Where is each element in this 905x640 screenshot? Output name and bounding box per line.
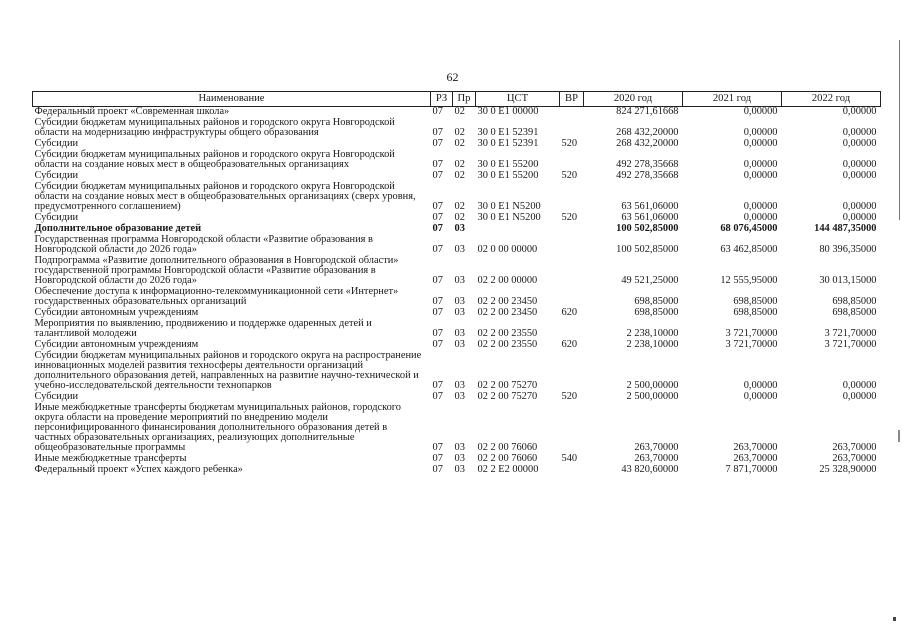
cell-y2021: 698,85000 [733,307,778,318]
cell-rz: 07 [432,339,443,350]
cell-rz: 07 [432,223,443,234]
cell-y2020: 63 561,06000 [621,201,679,212]
cell-cst: 02 2 00 23450 [477,296,538,307]
scan-artifact [899,40,900,220]
cell-pr: 03 [454,307,465,318]
cell-y2020: 2 500,00000 [626,391,679,402]
cell-cst: 30 0 E1 52391 [477,138,539,149]
cell-y2021: 0,00000 [743,127,778,138]
cell-vr [560,465,584,476]
cell-y2021: 12 555,95000 [720,275,778,286]
cell-y2021: 0,00000 [743,138,778,149]
cell-name: Субсидии бюджетам муниципальных районов и городского округа Новгородской области на модернизацию инфраструктуры общего образования [34,117,395,138]
cell-pr: 02 [454,212,465,223]
cell-cst: 02 0 00 00000 [477,244,538,255]
cell-y2020: 824 271,61668 [616,106,679,117]
header-2022: 2022 год [782,92,881,107]
cell-name: Мероприятия по выявлению, продвижению и поддержке одаренных детей и талантливой молодежи [34,318,372,339]
cell-cst: 30 0 E1 52391 [477,127,539,138]
cell-vr [560,118,584,139]
cell-cst: 02 2 00 76060 [477,453,538,464]
cell-pr: 03 [454,296,465,307]
cell-vr [560,319,584,340]
header-vr: ВР [560,92,584,107]
cell-name: Субсидии бюджетам муниципальных районов и городского округа Новгородской области на создание новых мест в общеобразовательных организациях [34,149,395,170]
header-2021: 2021 год [683,92,782,107]
cell-rz: 07 [432,442,443,453]
cell-y2022: 0,00000 [842,159,877,170]
cell-pr: 02 [454,170,465,181]
cell-name: Федеральный проект «Современная школа» [34,106,230,117]
cell-rz: 07 [432,380,443,391]
cell-rz: 07 [432,127,443,138]
table-row [33,256,881,287]
cell-rz: 07 [432,296,443,307]
cell-y2022: 30 013,15000 [819,275,877,286]
cell-vr [560,150,584,171]
cell-pr: 03 [454,223,465,234]
cell-y2022: 263,70000 [832,442,877,453]
page-number: 62 [446,70,459,84]
cell-y2022: 0,00000 [842,170,877,181]
cell-pr: 02 [454,138,465,149]
cell-cst: 02 2 E2 00000 [477,464,539,475]
cell-y2020: 2 238,10000 [626,328,679,339]
cell-y2021: 3 721,70000 [725,339,778,350]
cell-cst: 30 0 E1 N5200 [477,201,541,212]
cell-y2020: 698,85000 [634,296,679,307]
cell-y2022: 0,00000 [842,127,877,138]
cell-rz: 07 [432,464,443,475]
cell-vr: 520 [561,391,578,402]
cell-y2022: 263,70000 [832,453,877,464]
cell-rz: 07 [432,159,443,170]
table-row [33,118,881,139]
cell-rz: 07 [432,201,443,212]
cell-cst: 02 2 00 75270 [477,391,538,402]
cell-name: Субсидии [34,138,79,149]
cell-vr [560,351,584,392]
cell-pr: 03 [454,328,465,339]
cell-rz: 07 [432,244,443,255]
cell-rz: 07 [432,106,443,117]
cell-pr: 02 [454,159,465,170]
cell-vr [560,403,584,454]
cell-vr: 540 [561,453,578,464]
cell-y2022: 698,85000 [832,307,877,318]
cell-cst: 30 0 E1 55200 [477,170,539,181]
cell-y2021: 0,00000 [743,170,778,181]
cell-y2020: 100 502,85000 [616,223,679,234]
table-row [33,235,881,256]
cell-cst: 02 2 00 75270 [477,380,538,391]
cell-y2020: 263,70000 [634,453,679,464]
cell-y2020: 698,85000 [634,307,679,318]
cell-name: Федеральный проект «Успех каждого ребенка» [34,464,243,475]
cell-rz: 07 [432,170,443,181]
cell-pr: 03 [454,442,465,453]
cell-y2021: 263,70000 [733,453,778,464]
cell-y2020: 2 500,00000 [626,380,679,391]
header-name: Наименование [33,92,431,107]
cell-name: Субсидии [34,170,79,181]
cell-cst: 30 0 E1 N5200 [477,212,541,223]
cell-y2020: 492 278,35668 [616,170,679,181]
cell-y2020: 268 432,20000 [616,127,679,138]
cell-pr: 03 [454,244,465,255]
cell-pr: 02 [454,127,465,138]
cell-rz: 07 [432,307,443,318]
cell-y2021: 0,00000 [743,212,778,223]
cell-name: Субсидии автономным учреждениям [34,339,199,350]
cell-vr [560,256,584,287]
cell-vr [560,235,584,256]
cell-y2021: 0,00000 [743,159,778,170]
cell-pr: 03 [454,380,465,391]
cell-y2022: 0,00000 [842,138,877,149]
cell-y2020: 49 521,25000 [621,275,679,286]
cell-y2021: 7 871,70000 [725,464,778,475]
table-row [33,319,881,340]
table-header-row [33,92,881,107]
table-row [33,351,881,392]
cell-y2021: 3 721,70000 [725,328,778,339]
cell-y2022: 0,00000 [842,106,877,117]
cell-cst [476,224,560,235]
budget-table [32,91,881,476]
header-2020: 2020 год [584,92,683,107]
cell-name: Субсидии автономным учреждениям [34,307,199,318]
cell-y2020: 43 820,60000 [621,464,679,475]
cell-vr [560,182,584,213]
cell-y2021: 0,00000 [743,380,778,391]
cell-pr: 02 [454,106,465,117]
cell-y2022: 0,00000 [842,201,877,212]
cell-cst: 02 2 00 23450 [477,307,538,318]
cell-vr [560,287,584,308]
cell-cst: 30 0 E1 00000 [477,106,539,117]
cell-cst: 30 0 E1 55200 [477,159,539,170]
cell-pr: 03 [454,453,465,464]
cell-vr: 620 [561,339,578,350]
cell-y2020: 263,70000 [634,442,679,453]
cell-pr: 02 [454,201,465,212]
cell-vr: 520 [561,138,578,149]
cell-y2021: 0,00000 [743,106,778,117]
cell-pr: 03 [454,391,465,402]
cell-y2020: 2 238,10000 [626,339,679,350]
header-cst: ЦСТ [476,92,560,107]
cell-name: Субсидии [34,391,79,402]
cell-y2022: 80 396,35000 [819,244,877,255]
cell-name: Обеспечение доступа к информационно-телекоммуникационной сети «Интернет» государственных образовательных организаций [34,286,399,307]
cell-vr [560,224,584,235]
cell-y2021: 0,00000 [743,391,778,402]
cell-y2021: 0,00000 [743,201,778,212]
table-row [33,150,881,171]
cell-name: Субсидии [34,212,79,223]
cell-vr [560,107,584,119]
cell-y2022: 0,00000 [842,391,877,402]
cell-name: Дополнительное образование детей [34,223,202,234]
cell-name: Иные межбюджетные трансферты бюджетам муниципальных районов, городского округа области на проведение мероприятий по внедрению модели персонифицированного финансирования дополнительного образования детей в частных образовательных организациях, реализующих дополнительные общеобразовательные программы [34,402,402,453]
cell-y2021: 68 076,45000 [720,223,778,234]
cell-y2022: 0,00000 [842,380,877,391]
table-row [33,182,881,213]
cell-name: Государственная программа Новгородской области «Развитие образования в Новгородской области до 2026 года» [34,234,373,255]
cell-y2021: 698,85000 [733,296,778,307]
cell-y2022: 3 721,70000 [824,339,877,350]
table-row [33,403,881,454]
cell-y2020: 492 278,35668 [616,159,679,170]
cell-pr: 03 [454,464,465,475]
cell-rz: 07 [432,391,443,402]
cell-rz: 07 [432,328,443,339]
table-row [33,465,881,476]
cell-y2022: 3 721,70000 [824,328,877,339]
cell-y2020: 63 561,06000 [621,212,679,223]
cell-vr: 520 [561,212,578,223]
cell-cst: 02 2 00 00000 [477,275,538,286]
cell-rz: 07 [432,138,443,149]
cell-name: Подпрограмма «Развитие дополнительного образования в Новгородской области» государственной программы Новгородской области «Развитие образования в Новгородской области до 2026 года» [34,255,399,286]
cell-cst: 02 2 00 23550 [477,339,538,350]
cell-y2020: 100 502,85000 [616,244,679,255]
header-pr: Пр [453,92,476,107]
cell-name: Иные межбюджетные трансферты [34,453,187,464]
cell-pr: 03 [454,339,465,350]
scan-artifact [893,617,896,621]
cell-y2021: 263,70000 [733,442,778,453]
scan-artifact [898,430,900,442]
cell-cst: 02 2 00 23550 [477,328,538,339]
cell-rz: 07 [432,275,443,286]
cell-name: Субсидии бюджетам муниципальных районов и городского округа Новгородской области на создание новых мест в общеобразовательных организациях (сверх уровня, предусмотренного соглашением) [34,181,416,212]
cell-name: Субсидии бюджетам муниципальных районов и городского округа на распространение инновационных моделей развития техносферы деятельности организаций дополнительного образования детей, направленных на развитие научно-технической и учебно-исследовательской деятельности технопарков [34,350,422,391]
cell-rz: 07 [432,212,443,223]
cell-cst: 02 2 00 76060 [477,442,538,453]
cell-y2022: 144 487,35000 [814,223,877,234]
cell-rz: 07 [432,453,443,464]
cell-y2022: 698,85000 [832,296,877,307]
header-rz: РЗ [431,92,453,107]
cell-y2021: 63 462,85000 [720,244,778,255]
cell-vr: 620 [561,307,578,318]
cell-pr: 03 [454,275,465,286]
table-body [33,107,881,477]
cell-y2022: 25 328,90000 [819,464,877,475]
cell-vr: 520 [561,170,578,181]
cell-y2022: 0,00000 [842,212,877,223]
table-row [33,287,881,308]
cell-y2020: 268 432,20000 [616,138,679,149]
